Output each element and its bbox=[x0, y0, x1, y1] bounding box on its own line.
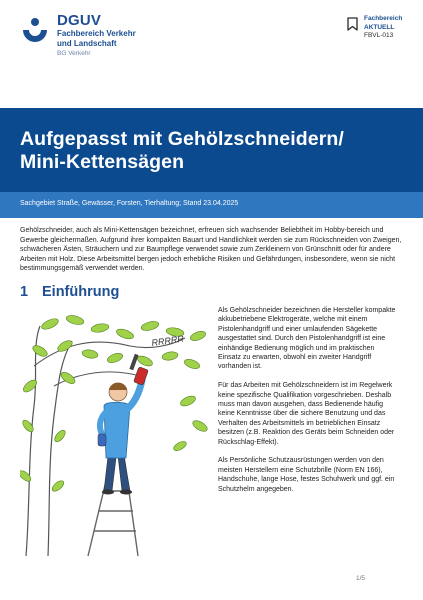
sound-effect-text: RRRRR bbox=[150, 333, 185, 348]
page-number: 1/5 bbox=[356, 575, 366, 582]
body-column bbox=[218, 306, 398, 503]
title-line-2: Mini-Kettensägen bbox=[20, 151, 185, 173]
section-title: Einführung bbox=[42, 284, 120, 300]
section-heading bbox=[20, 284, 119, 300]
paragraph-1: Als Gehölzschneider bezeichnen die Hersteller kompakte akkubetriebene Elektrogeräte, welche mit einem Pistolenhandgriff und einer umlaufenden Sägekette ausgestattet sind. Durch den Pistolenhandgriff ist eine einhändige Bedienung möglich und im praktischen Einsatz zu erwarten, obwohl ein zweiter Handgriff vorhanden ist. bbox=[218, 307, 396, 371]
intro-paragraph: Gehölzschneider, auch als Mini-Kettensägen bezeichnet, erfreuen sich wachsender Beliebtheit im Hobby-bereich und Gewerbe gleichermaßen. Aufgrund ihrer kompakten Bauart und Handlichkeit werden sie zum Rückschneiden von Zweigen, schwächeren Ästen, Sträuchern und zur Baumpflege verwendet sowie zum Zerkleinern von Grünschnitt oder für andere Arbeiten mit Holz. Diese Arbeitsmittel bergen jedoch erhebliche Risiken und Gefährdungen, insbesondere, wenn sie nicht bestimmungsgemäß verwendet werden. bbox=[20, 227, 402, 273]
brand-name: DGUV bbox=[57, 12, 102, 29]
document-header bbox=[0, 0, 423, 108]
section-number: 1 bbox=[20, 284, 29, 300]
title-line-1: Aufgepasst mit Gehölzschneidern/ bbox=[20, 128, 344, 150]
bookmark-icon bbox=[347, 17, 358, 31]
brand-line-2: und Landschaft bbox=[57, 38, 117, 48]
dguv-logo-icon bbox=[19, 14, 51, 46]
subject-text: Sachgebiet Straße, Gewässer, Forsten, Tierhaltung; Stand 23.04.2025 bbox=[20, 200, 239, 207]
paragraph-2: Für das Arbeiten mit Gehölzschneidern ist im Regelwerk keine spezifische Qualifikation vorgeschrieben. Deshalb muss man davon ausgehen, dass Bedienende häufig keine Kenntnisse über die sichere Benutzung und das Verhalten des Arbeitsmittels im betrieblichen Einsatz besitzen (z.B. Reaktion des Geräts beim Schneiden oder Rückschlag-Effekt). bbox=[218, 382, 395, 446]
title-banner bbox=[0, 108, 423, 192]
paragraph-3: Als Persönliche Schutzausrüstungen werden von den meisten Herstellern eine Schutzbrille (Norm EN 166), Handschuhe, lange Hose, festes Schuhwerk und ggf. ein Schutzhelm angegeben. bbox=[218, 457, 395, 493]
page-title bbox=[20, 128, 344, 174]
brand-line-1: Fachbereich Verkehr bbox=[57, 29, 136, 38]
brand-line-3: BG Verkehr bbox=[57, 50, 91, 57]
publication-series bbox=[364, 15, 402, 41]
fb-line-1: Fachbereich bbox=[364, 15, 403, 22]
fb-line-3: FBVL-013 bbox=[364, 32, 394, 39]
brand-block bbox=[57, 13, 136, 58]
fb-line-2: AKTUELL bbox=[364, 23, 395, 31]
subject-bar bbox=[0, 192, 423, 218]
illustration bbox=[20, 306, 212, 556]
